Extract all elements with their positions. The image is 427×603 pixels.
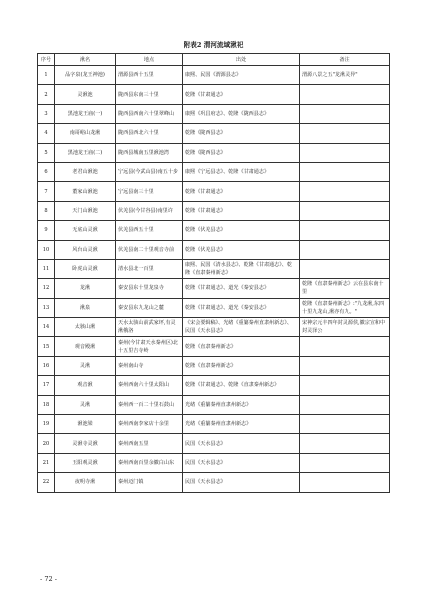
cell-source: 乾隆《甘肃通志》、乾隆《直隶秦州新志》 (183, 376, 300, 395)
cell-note (300, 201, 390, 220)
cell-pool-name: 玉阳观灵湫 (55, 453, 116, 472)
cell-location: 秦州西南五里 (116, 434, 183, 453)
cell-pool-name: 卧虎山灵湫 (55, 259, 116, 278)
cell-source: 光绪《重纂秦州直隶州新志》 (183, 415, 300, 434)
cell-location: 秦州西南百里余徽白山东 (116, 453, 183, 472)
cell-note (300, 162, 390, 181)
column-header-location: 地点 (116, 54, 183, 66)
cell-location: 清水县北一百里 (116, 259, 183, 278)
cell-source: 民国《天水县志》 (183, 453, 300, 472)
cell-pool-name: 灵湫寺灵湫 (55, 434, 116, 453)
cell-pool-name: 灵湫 (55, 395, 116, 414)
cell-pool-name: 董家山湫池 (55, 182, 116, 201)
cell-row-number: 8 (38, 201, 55, 220)
cell-source: 乾隆《伏羌县志》 (183, 240, 300, 259)
cell-row-number: 13 (38, 298, 55, 317)
cell-source: 乾隆《甘肃通志》 (183, 201, 300, 220)
cell-note (300, 434, 390, 453)
cell-location: 宁远县南三十里 (116, 182, 183, 201)
cell-source: 乾隆《陇西县志》 (183, 124, 300, 143)
cell-source: 乾隆《甘肃通志》、道光《秦安县志》 (183, 279, 300, 298)
cell-note (300, 124, 390, 143)
cell-source: 乾隆《伏羌县志》 (183, 221, 300, 240)
cell-note (300, 104, 390, 123)
cell-source: 乾隆《直隶秦州新志》 (183, 337, 300, 356)
cell-pool-name: 灵湫 (55, 356, 116, 375)
cell-pool-name: 黑池龙王庙(二) (55, 143, 116, 162)
cell-pool-name: 观音殿湫 (55, 337, 116, 356)
column-header-name: 湫名 (55, 54, 116, 66)
cell-row-number: 15 (38, 337, 55, 356)
cell-row-number: 16 (38, 356, 55, 375)
table-row (38, 318, 390, 337)
cell-row-number: 1 (38, 66, 55, 85)
cell-row-number: 2 (38, 85, 55, 104)
table-row (38, 298, 390, 317)
cell-row-number: 4 (38, 124, 55, 143)
cell-pool-name: 品字泉(龙王神池) (55, 66, 116, 85)
cell-location: 伏羌县(今甘谷县)南里许 (116, 201, 183, 220)
cell-pool-name: 黑池龙王庙(一) (55, 104, 116, 123)
cell-row-number: 10 (38, 240, 55, 259)
cell-source: 乾隆《甘肃通志》 (183, 182, 300, 201)
cell-pool-name: 太骇山湫 (55, 318, 116, 337)
cell-source: 乾隆《陇西县志》 (183, 143, 300, 162)
cell-row-number: 14 (38, 318, 55, 337)
cell-pool-name: 风台山灵湫 (55, 240, 116, 259)
cell-pool-name: 湫池梁 (55, 415, 116, 434)
cell-location: 秦州南山寺 (116, 356, 183, 375)
cell-note: 宋神宗元丰四年封灵源侯,徽宗宣和中封灵泽公 (300, 318, 390, 337)
cell-note (300, 473, 390, 492)
cell-location: 伏羌县南二十里观音寺前 (116, 240, 183, 259)
cell-pool-name: 夜明寺湫 (55, 473, 116, 492)
cell-location: 秦州西南李家店十余里 (116, 415, 183, 434)
cell-note (300, 221, 390, 240)
cell-row-number: 3 (38, 104, 55, 123)
cell-pool-name: 龙湫 (55, 279, 116, 298)
cell-note (300, 85, 390, 104)
table-row (38, 376, 390, 395)
cell-note: 渭源八景之五"龙湫灵异" (300, 66, 390, 85)
cell-source: 乾隆《甘肃通志》、道光《秦安县志》 (183, 298, 300, 317)
cell-location: 秦州(今甘肃天水秦州区)北十五里吉寺岭 (116, 337, 183, 356)
cell-note (300, 182, 390, 201)
table-header (38, 54, 390, 66)
table-row (38, 124, 390, 143)
cell-location: 秦州迈门镇 (116, 473, 183, 492)
table-row (38, 104, 390, 123)
cell-source: 乾隆《甘肃通志》 (183, 85, 300, 104)
table-row (38, 85, 390, 104)
table-row (38, 143, 390, 162)
cell-location: 秦安县东九龙山之麓 (116, 298, 183, 317)
table-row (38, 453, 390, 472)
cell-location: 陇西县城南五里湫池湾 (116, 143, 183, 162)
table-row (38, 356, 390, 375)
cell-note (300, 259, 390, 278)
cell-row-number: 21 (38, 453, 55, 472)
cell-note (300, 240, 390, 259)
cell-row-number: 17 (38, 376, 55, 395)
cell-pool-name: 老君山湫池 (55, 162, 116, 181)
cell-source: 光绪《重纂秦州直隶州新志》 (183, 395, 300, 414)
sacrifice-table (37, 53, 390, 493)
table-row (38, 473, 390, 492)
cell-row-number: 11 (38, 259, 55, 278)
table-row (38, 221, 390, 240)
cell-location: 秦州西南六十里太阳山 (116, 376, 183, 395)
cell-row-number: 5 (38, 143, 55, 162)
cell-location: 宁远县(今武山县)南五十步 (116, 162, 183, 181)
cell-note (300, 356, 390, 375)
cell-row-number: 9 (38, 221, 55, 240)
cell-row-number: 18 (38, 395, 55, 414)
cell-location: 秦安县东十里龙泉寺 (116, 279, 183, 298)
cell-pool-name: 观音湫 (55, 376, 116, 395)
cell-row-number: 6 (38, 162, 55, 181)
cell-source: 康熙、民国《渭源县志》 (183, 66, 300, 85)
table-row (38, 240, 390, 259)
cell-pool-name: 南哥峪山龙湫 (55, 124, 116, 143)
cell-note: 乾隆《直隶秦州新志》云在县东南十里 (300, 279, 390, 298)
cell-source: 民国《天水县志》 (183, 473, 300, 492)
cell-note: 乾隆《直隶秦州新志》:"九龙湫,东四十里九龙山,湫亦有九。" (300, 298, 390, 317)
cell-note (300, 143, 390, 162)
table-row (38, 279, 390, 298)
cell-source: 乾隆《直隶秦州新志》 (183, 356, 300, 375)
column-header-note: 备注 (300, 54, 390, 66)
cell-source: 民国《天水县志》 (183, 434, 300, 453)
table-row (38, 201, 390, 220)
cell-row-number: 22 (38, 473, 55, 492)
table-row (38, 162, 390, 181)
cell-row-number: 7 (38, 182, 55, 201)
cell-note (300, 415, 390, 434)
cell-location: 陇西县西北六十里 (116, 124, 183, 143)
cell-pool-name: 无底山灵湫 (55, 221, 116, 240)
cell-row-number: 19 (38, 415, 55, 434)
table-row (38, 66, 390, 85)
cell-pool-name: 灵湫池 (55, 85, 116, 104)
table-row (38, 182, 390, 201)
cell-source: 康熙《巩昌府志》、乾隆《陇西县志》 (183, 104, 300, 123)
cell-pool-name: 天门山湫池 (55, 201, 116, 220)
column-header-no: 序号 (38, 54, 55, 66)
cell-source: 康熙、民国《清水县志》、乾隆《甘肃通志》、乾隆《直隶秦州新志》 (183, 259, 300, 278)
page-title: 附表2 渭河流域湫祀 (183, 41, 244, 49)
cell-location: 渭源县西十五里 (116, 66, 183, 85)
column-header-source: 出处 (183, 54, 300, 66)
cell-source: 《宋会要辑稿》、光绪《重纂秦州直隶州新志》、民国《天水县志》 (183, 318, 300, 337)
table-row (38, 434, 390, 453)
cell-note (300, 395, 390, 414)
table-header-row (38, 54, 390, 66)
cell-note (300, 453, 390, 472)
table-row (38, 415, 390, 434)
cell-source: 康熙《宁远县志》、乾隆《甘肃通志》 (183, 162, 300, 181)
cell-row-number: 12 (38, 279, 55, 298)
table-body (38, 66, 390, 493)
cell-note (300, 337, 390, 356)
cell-location: 天水太骇山前武家坪,有灵湫俄洛 (116, 318, 183, 337)
cell-location: 陇西县西南六十里翠峰山 (116, 104, 183, 123)
cell-row-number: 20 (38, 434, 55, 453)
cell-note (300, 376, 390, 395)
cell-pool-name: 湫泉 (55, 298, 116, 317)
cell-location: 伏羌县西五十里 (116, 221, 183, 240)
table-row (38, 395, 390, 414)
cell-location: 秦州西一百二十里石鼓山 (116, 395, 183, 414)
cell-location: 陇西县东南三十里 (116, 85, 183, 104)
page-number: - 72 - (40, 575, 58, 583)
table-row (38, 337, 390, 356)
table-row (38, 259, 390, 278)
